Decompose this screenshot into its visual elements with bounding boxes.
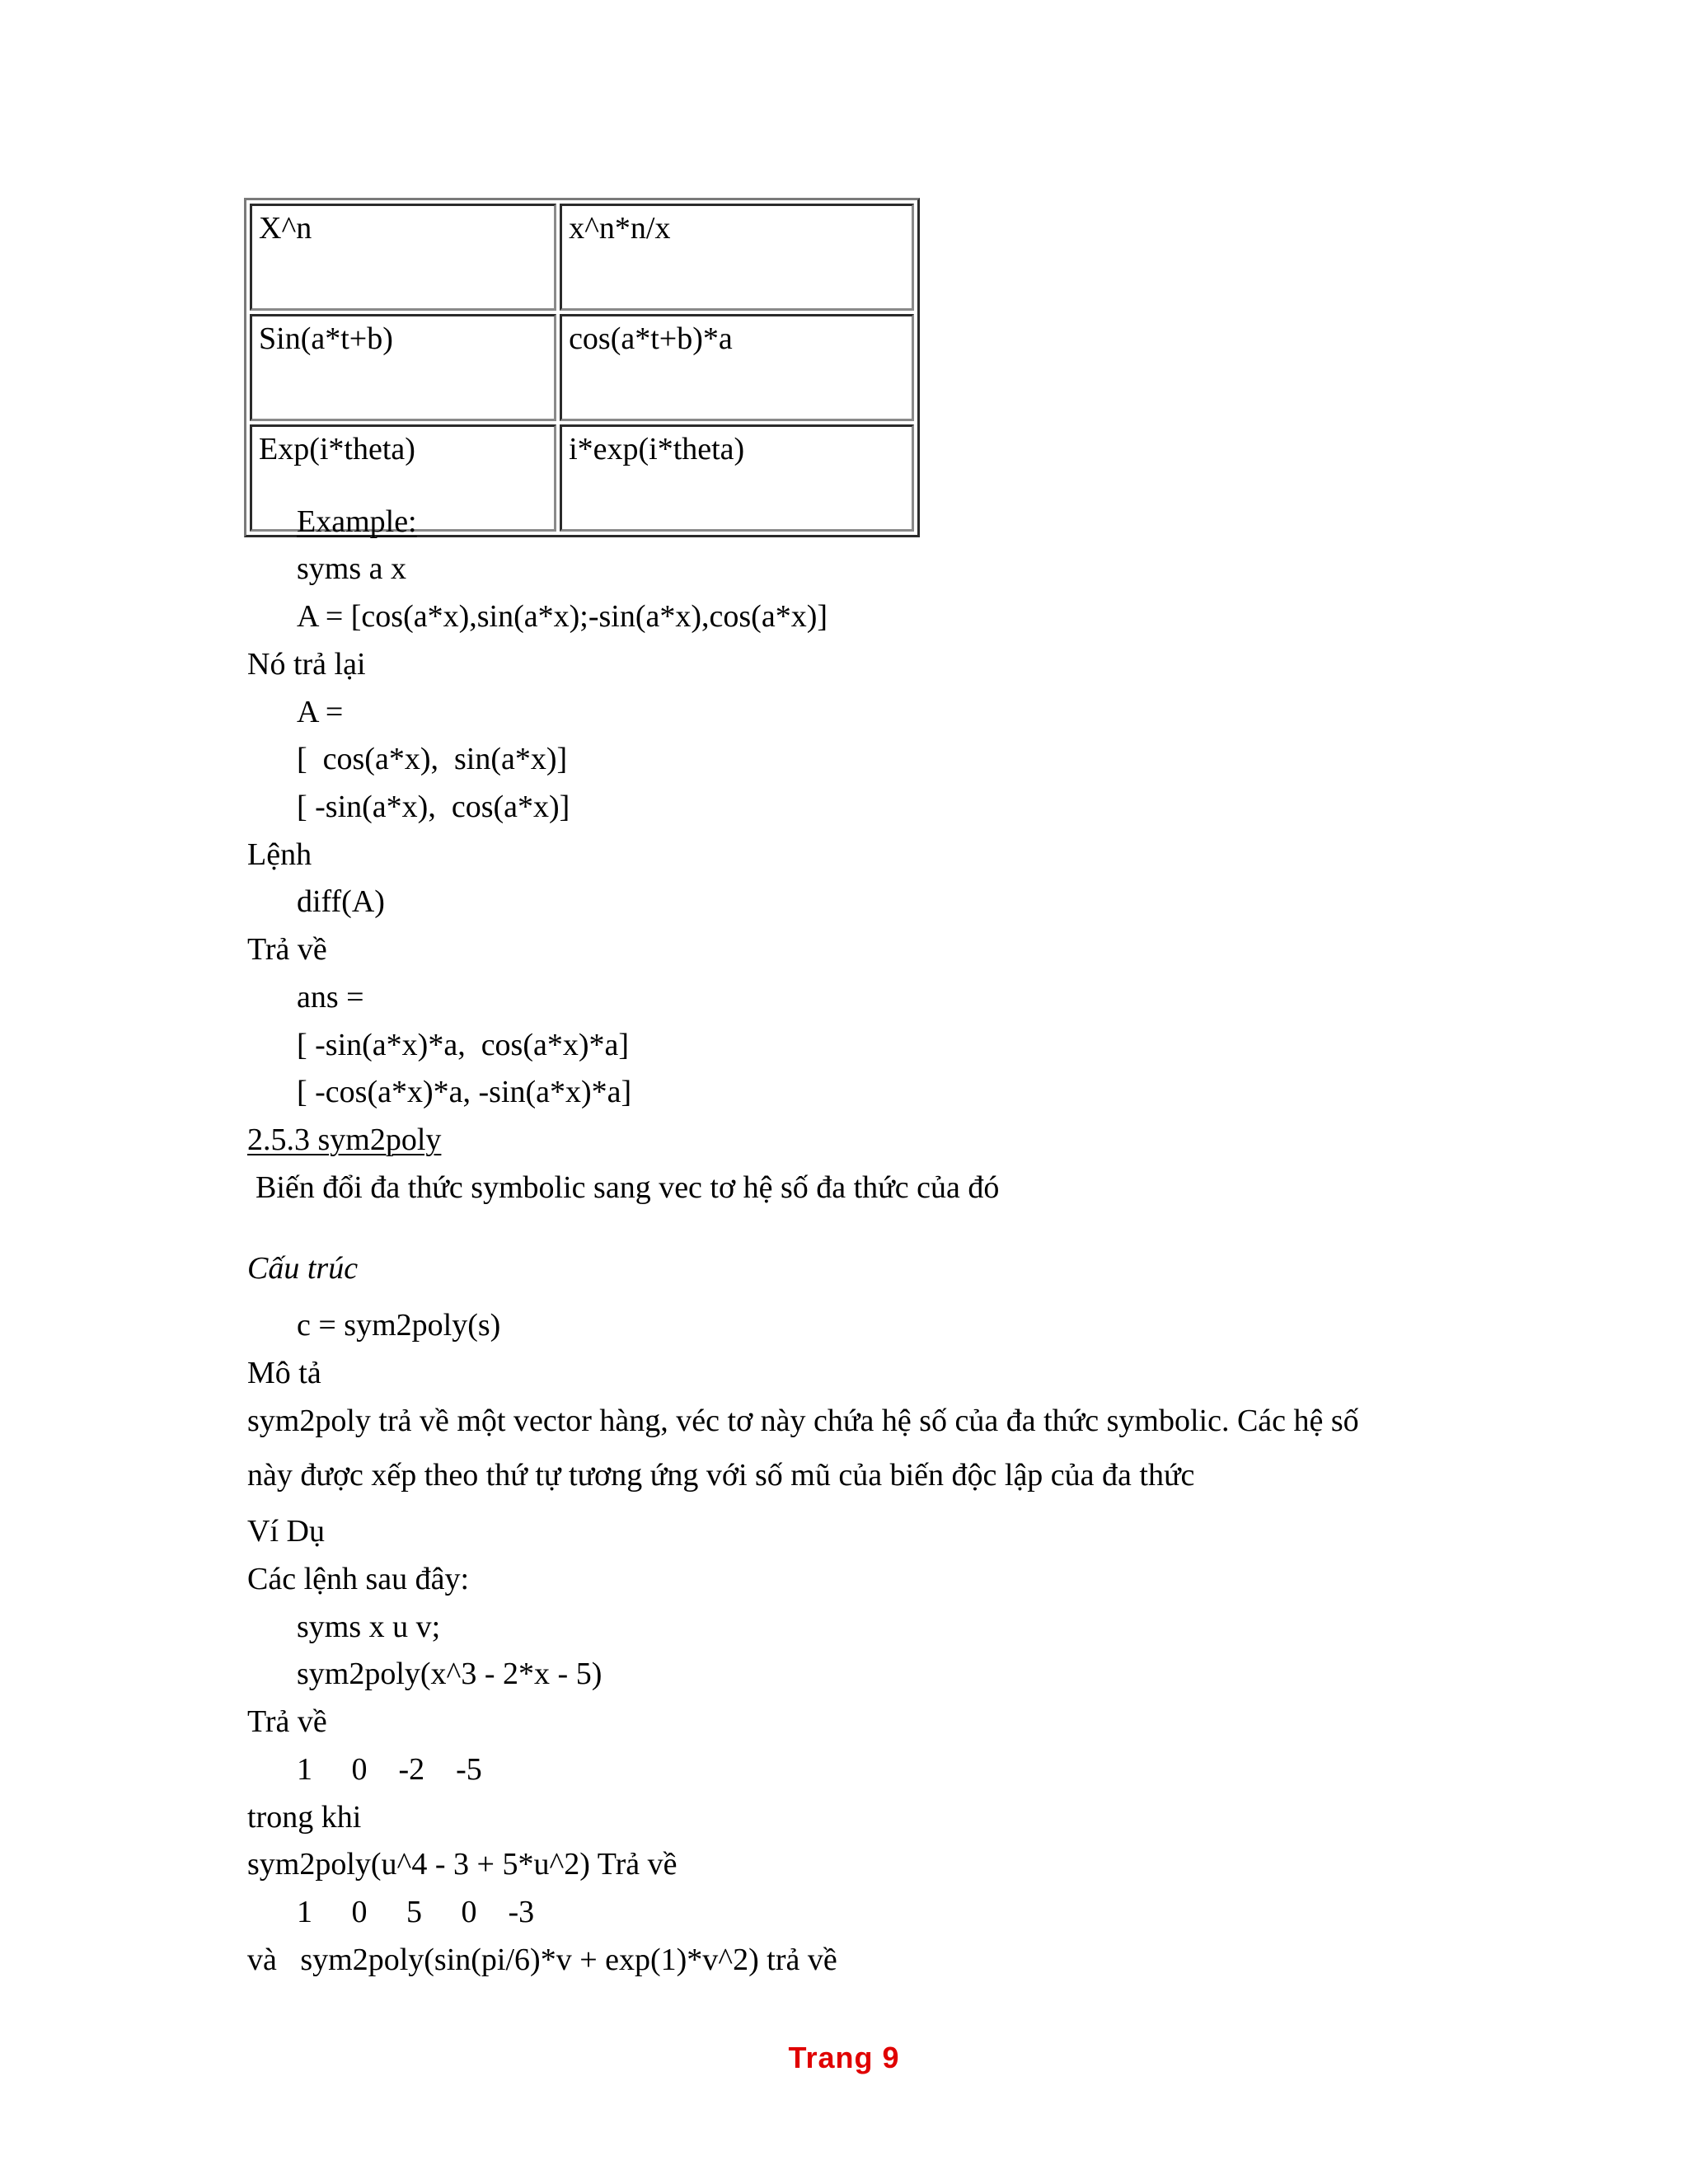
code-line: diff(A) xyxy=(297,884,385,919)
output-line: A = xyxy=(297,695,344,729)
description-label: Mô tả xyxy=(247,1356,321,1390)
description-text: sym2poly trả về một vector hàng, véc tơ này chứa hệ số của đa thức symbolic. Các hệ số xyxy=(247,1404,1359,1438)
code-line: A = [cos(a*x),sin(a*x);-sin(a*x),cos(a*x)] xyxy=(297,599,828,634)
result-line: 1 0 5 0 -3 xyxy=(297,1895,535,1929)
code-line: sym2poly(u^4 - 3 + 5*u^2) Trả về xyxy=(247,1847,678,1882)
output-line: [ -cos(a*x)*a, -sin(a*x)*a] xyxy=(297,1075,632,1109)
commands-label: Các lệnh sau đây: xyxy=(247,1562,470,1596)
table-cell: cos(a*t+b)*a xyxy=(560,314,914,421)
result-line: 1 0 -2 -5 xyxy=(297,1752,482,1787)
command-label: Lệnh xyxy=(247,837,312,872)
code-line: sym2poly(x^3 - 2*x - 5) xyxy=(297,1657,603,1691)
section-heading: 2.5.3 sym2poly xyxy=(247,1122,442,1157)
description-text: này được xếp theo thứ tự tương ứng với số mũ của biến độc lập của đa thức xyxy=(247,1458,1195,1493)
example-heading: Example: xyxy=(297,504,417,539)
table-cell: Sin(a*t+b) xyxy=(250,314,556,421)
returns-label: Trả về xyxy=(247,932,327,967)
table-cell: X^n xyxy=(250,204,556,311)
page-number: Trang 9 xyxy=(788,2041,900,2074)
output-line: [ -sin(a*x), cos(a*x)] xyxy=(297,790,570,824)
output-line: [ -sin(a*x)*a, cos(a*x)*a] xyxy=(297,1028,630,1062)
table-cell: x^n*n/x xyxy=(560,204,914,311)
section-description: Biến đổi đa thức symbolic sang vec tơ hệ số đa thức của đó xyxy=(256,1170,1000,1205)
output-line: ans = xyxy=(297,980,364,1015)
output-line: [ cos(a*x), sin(a*x)] xyxy=(297,742,568,776)
table-cell: Exp(i*theta) xyxy=(250,424,556,532)
code-line: syms a x xyxy=(297,551,406,586)
code-line: syms x u v; xyxy=(297,1610,441,1644)
table-cell: i*exp(i*theta) xyxy=(560,424,914,532)
returns-label: Trả về xyxy=(247,1704,327,1739)
syntax-line: c = sym2poly(s) xyxy=(297,1308,501,1343)
returns-label: Nó trả lại xyxy=(247,647,366,682)
example-label: Ví Dụ xyxy=(247,1514,325,1549)
while-label: trong khi xyxy=(247,1800,362,1835)
structure-label: Cấu trúc xyxy=(247,1251,359,1286)
code-line: và sym2poly(sin(pi/6)*v + exp(1)*v^2) trả về xyxy=(247,1943,837,1977)
